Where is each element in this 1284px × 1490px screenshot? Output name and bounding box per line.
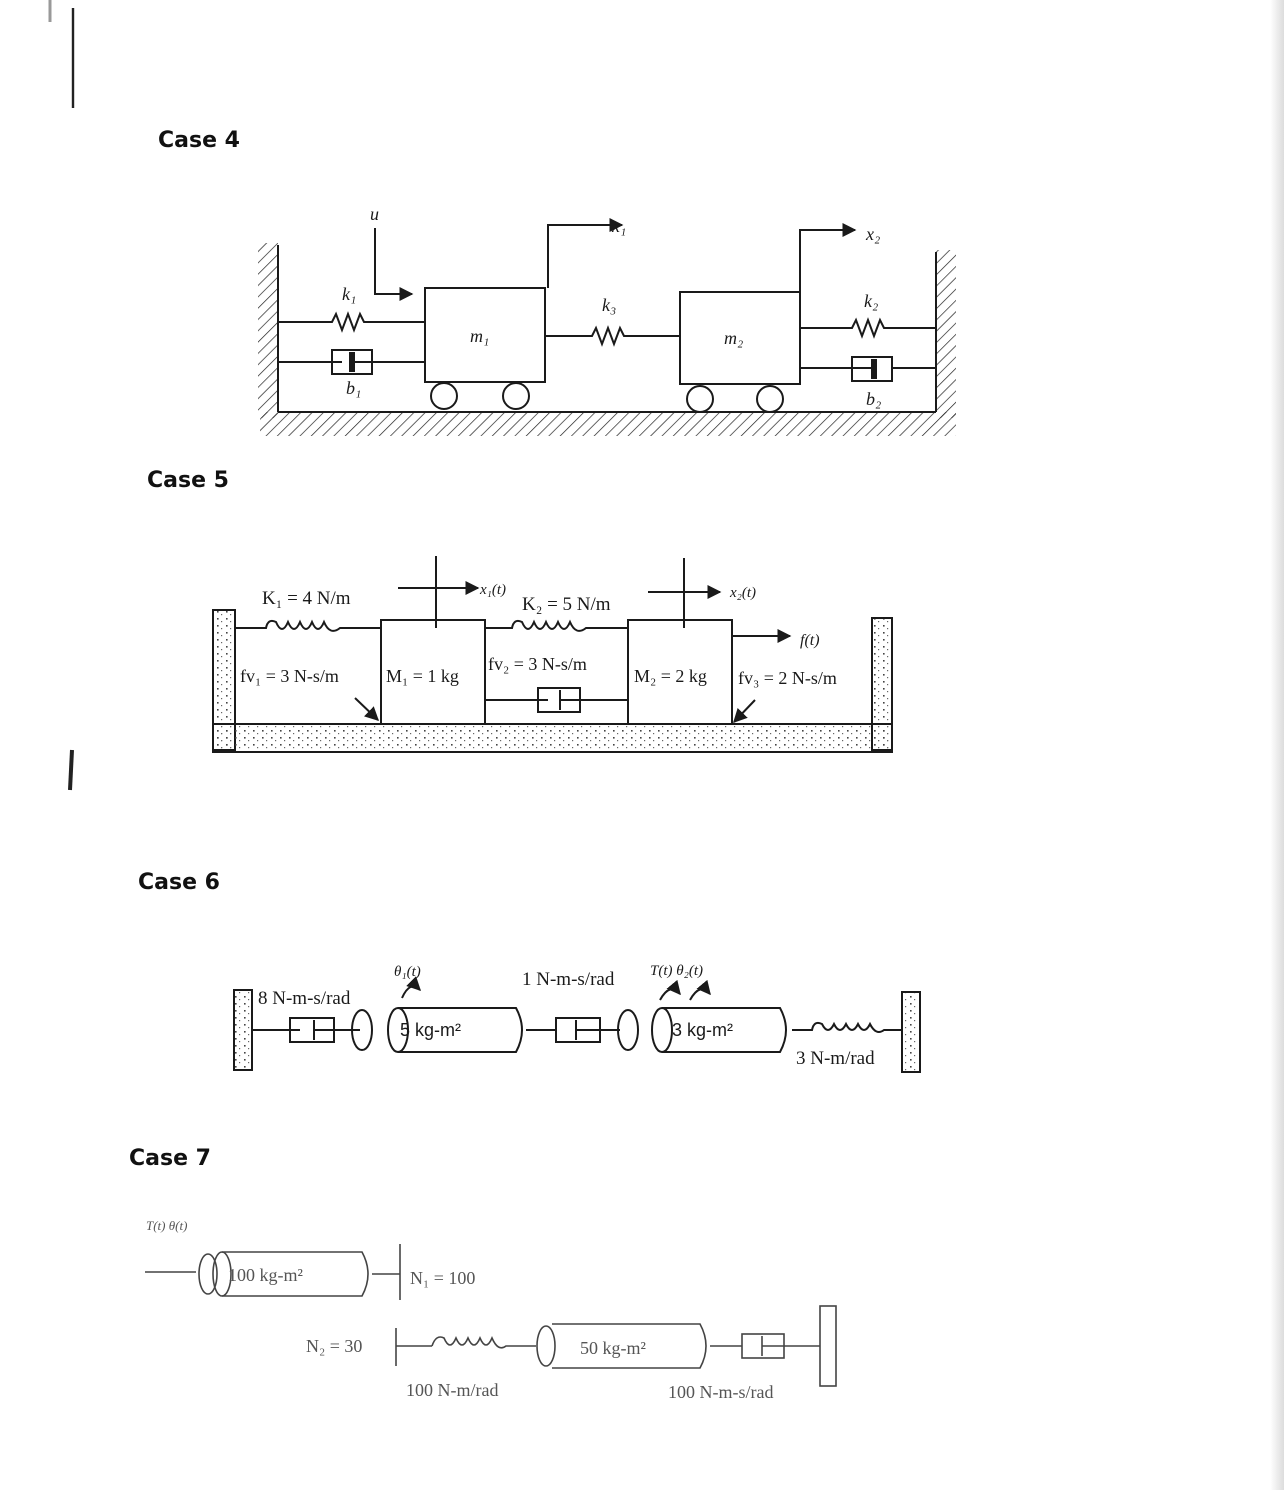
K2-label: K₂ = 5 N/m	[522, 594, 611, 615]
damper-fv2	[485, 688, 628, 712]
J2-label: 50 kg-m²	[580, 1338, 646, 1358]
k1-label: k₁	[342, 284, 357, 304]
x1-label: x₁(t)	[480, 582, 507, 598]
damper-1-label: 1 N-m-s/rad	[522, 969, 615, 990]
case-7-labels	[146, 1218, 773, 1402]
damper-b1	[278, 350, 425, 374]
M2-label: M₂ = 2 kg	[634, 666, 707, 686]
theta1-arrow	[402, 986, 420, 998]
damper-8	[252, 1018, 360, 1042]
spring-K2	[485, 621, 628, 631]
fv3-pointer	[734, 700, 755, 722]
input-u-arrow	[375, 228, 412, 294]
fv3-label: fv₃ = 2 N-s/m	[738, 668, 837, 688]
spring-label: 100 N-m/rad	[406, 1380, 499, 1400]
J2-label: 3 kg-m²	[672, 1020, 734, 1040]
x2-indicator	[800, 230, 855, 292]
case-5-heading: Case 5	[147, 468, 229, 493]
wheel	[503, 383, 529, 409]
x2-label: x₂	[866, 224, 881, 244]
x1-indicator	[548, 225, 622, 288]
fv1-pointer	[355, 698, 378, 720]
case-6-heading: Case 6	[138, 870, 220, 895]
spring-label: 3 N-m/rad	[796, 1048, 875, 1069]
damper-label: 100 N-m-s/rad	[668, 1382, 774, 1402]
case-7-heading: Case 7	[129, 1146, 211, 1171]
k3-label: k₃	[602, 295, 617, 315]
spring-k3	[545, 328, 680, 344]
damper-b2	[800, 357, 936, 381]
theta1-label: θ₁(t)	[394, 964, 421, 980]
left-wall	[258, 243, 278, 418]
damper-1	[556, 1018, 620, 1042]
b1-label: b₁	[346, 378, 362, 398]
damper-8-label: 8 N-m-s/rad	[258, 988, 351, 1009]
torque-label: T(t) θ(t)	[146, 1218, 188, 1233]
damper-100	[742, 1334, 820, 1358]
N1-label: N₁ = 100	[410, 1268, 476, 1288]
x2-label: x₂(t)	[730, 585, 757, 601]
m2-label: m₂	[724, 328, 744, 348]
right-wall	[936, 250, 956, 418]
torque-label: T(t) θ₂(t)	[650, 963, 703, 979]
M1-label: M₁ = 1 kg	[386, 666, 459, 686]
J1-label: 100 kg-m²	[228, 1265, 303, 1285]
fv2-label: fv₂ = 3 N-s/m	[488, 654, 587, 674]
right-wall	[902, 992, 920, 1072]
torsion-spring	[792, 1023, 902, 1032]
fv1-label: fv₁ = 3 N-s/m	[240, 666, 339, 686]
J1-label: 5 kg-m²	[400, 1020, 462, 1040]
force-label: f(t)	[800, 632, 820, 649]
scan-artifacts	[50, 0, 73, 790]
x1-label: x₁	[612, 216, 627, 236]
wheel	[757, 386, 783, 412]
theta2-arrow	[690, 989, 710, 1000]
spring-k1	[278, 314, 425, 330]
torque-arrow	[660, 989, 680, 1000]
floor	[213, 724, 892, 752]
b2-label: b₂	[866, 389, 882, 409]
wheel	[687, 386, 713, 412]
spring-K1	[235, 621, 381, 631]
input-label: u	[370, 204, 379, 224]
k2-label: k₂	[864, 291, 879, 311]
ground	[260, 412, 956, 436]
case-4-heading: Case 4	[158, 128, 240, 153]
N2-label: N₂ = 30	[306, 1336, 363, 1356]
right-wall	[820, 1306, 836, 1386]
left-wall	[234, 990, 252, 1070]
case-4-diagram	[258, 225, 956, 436]
spring-100	[432, 1337, 536, 1348]
K1-label: K₁ = 4 N/m	[262, 588, 351, 609]
m1-label: m₁	[470, 326, 490, 346]
spring-k2	[800, 320, 936, 336]
wheel	[431, 383, 457, 409]
